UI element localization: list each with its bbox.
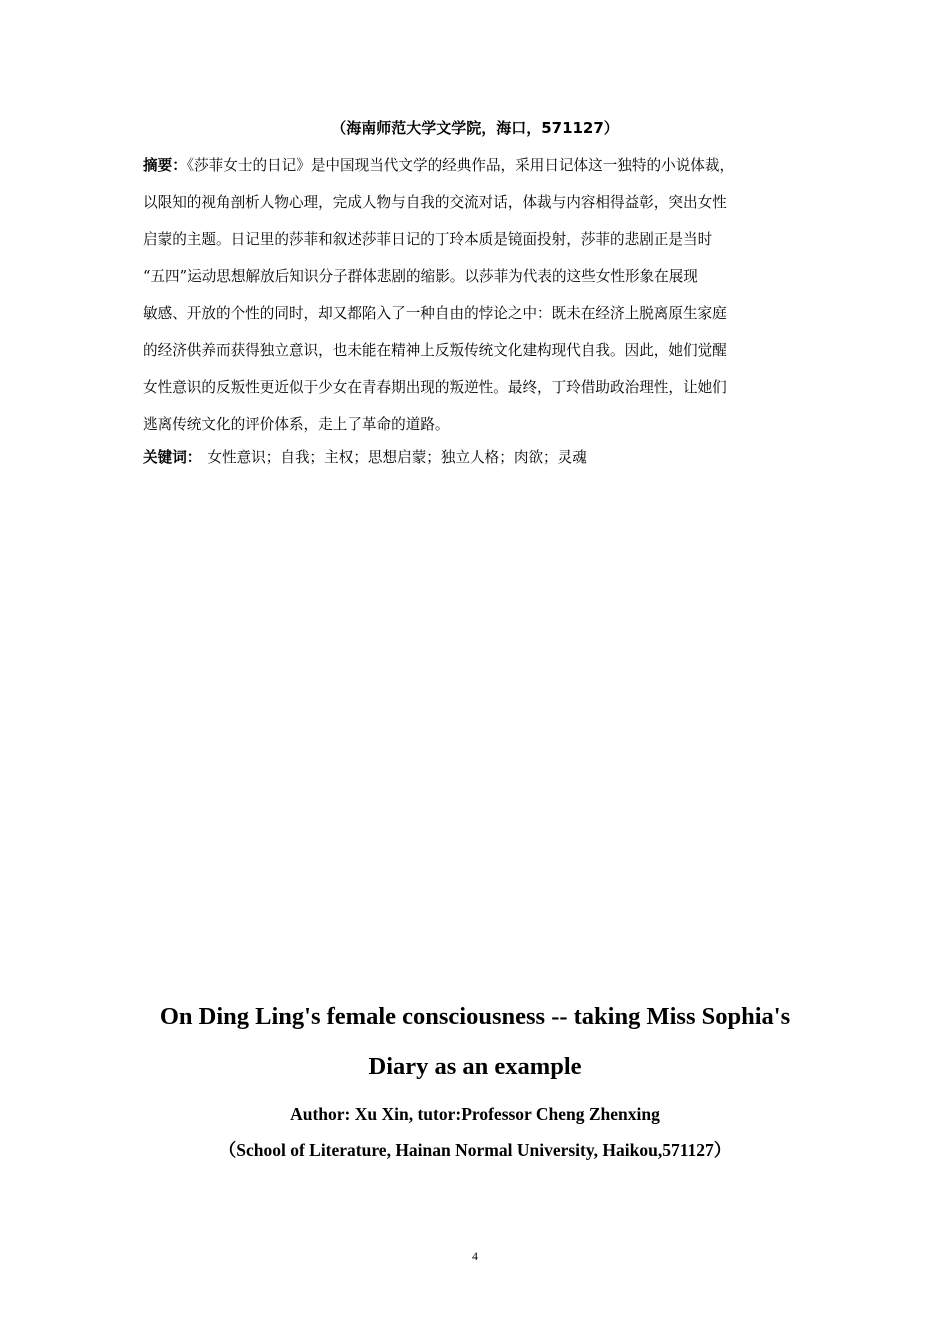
chinese-abstract (143, 147, 807, 443)
english-title-line: Diary as an example (368, 1053, 582, 1080)
chinese-keywords (143, 444, 807, 472)
abstract-line: 的经济供养而获得独立意识，也未能在精神上反叛传统文化建构现代自我。因此，她们觉醒 (143, 342, 727, 359)
abstract-line: “五四”运动思想解放后知识分子群体悲剧的缩影。以莎菲为代表的这些女性形象在展现 (143, 268, 698, 285)
abstract-text: 《莎菲女士的日记》是中国现当代文学的经典作品，采用日记体这一独特的小说体裁， (186, 157, 735, 174)
english-author: Author: Xu Xin, tutor:Professor Cheng Zhenxing (290, 1104, 660, 1124)
english-affiliation: （School of Literature, Hainan Normal University, Haikou,571127） (218, 1140, 732, 1160)
abstract-line: 以限知的视角剖析人物心理，完成人物与自我的交流对话，体裁与内容相得益彰，突出女性 (143, 194, 727, 211)
abstract-line (143, 147, 807, 184)
english-title-line: On Ding Ling's female consciousness -- taking Miss Sophia's (159, 1003, 791, 1030)
page-number: 4 (472, 1249, 478, 1263)
chinese-affiliation: （海南师范大学文学院，海口，571127） (331, 119, 619, 137)
abstract-label: 摘要： (143, 157, 187, 174)
english-title (0, 992, 950, 1092)
abstract-line: 启蒙的主题。日记里的莎菲和叙述莎菲日记的丁玲本质是镜面投射，莎菲的悲剧正是当时 (143, 231, 713, 248)
abstract-line: 女性意识的反叛性更近似于少女在青春期出现的叛逆性。最终，丁玲借助政治理性，让她们 (143, 379, 727, 396)
keywords-label: 关键词： (143, 449, 202, 466)
keywords-text: 女性意识；自我；主权；思想启蒙；独立人格；肉欲；灵魂 (207, 449, 587, 466)
abstract-line: 逃离传统文化的评价体系，走上了革命的道路。 (143, 416, 450, 433)
abstract-line: 敏感、开放的个性的同时，却又都陷入了一种自由的悖论之中：既未在经济上脱离原生家庭 (143, 305, 727, 322)
